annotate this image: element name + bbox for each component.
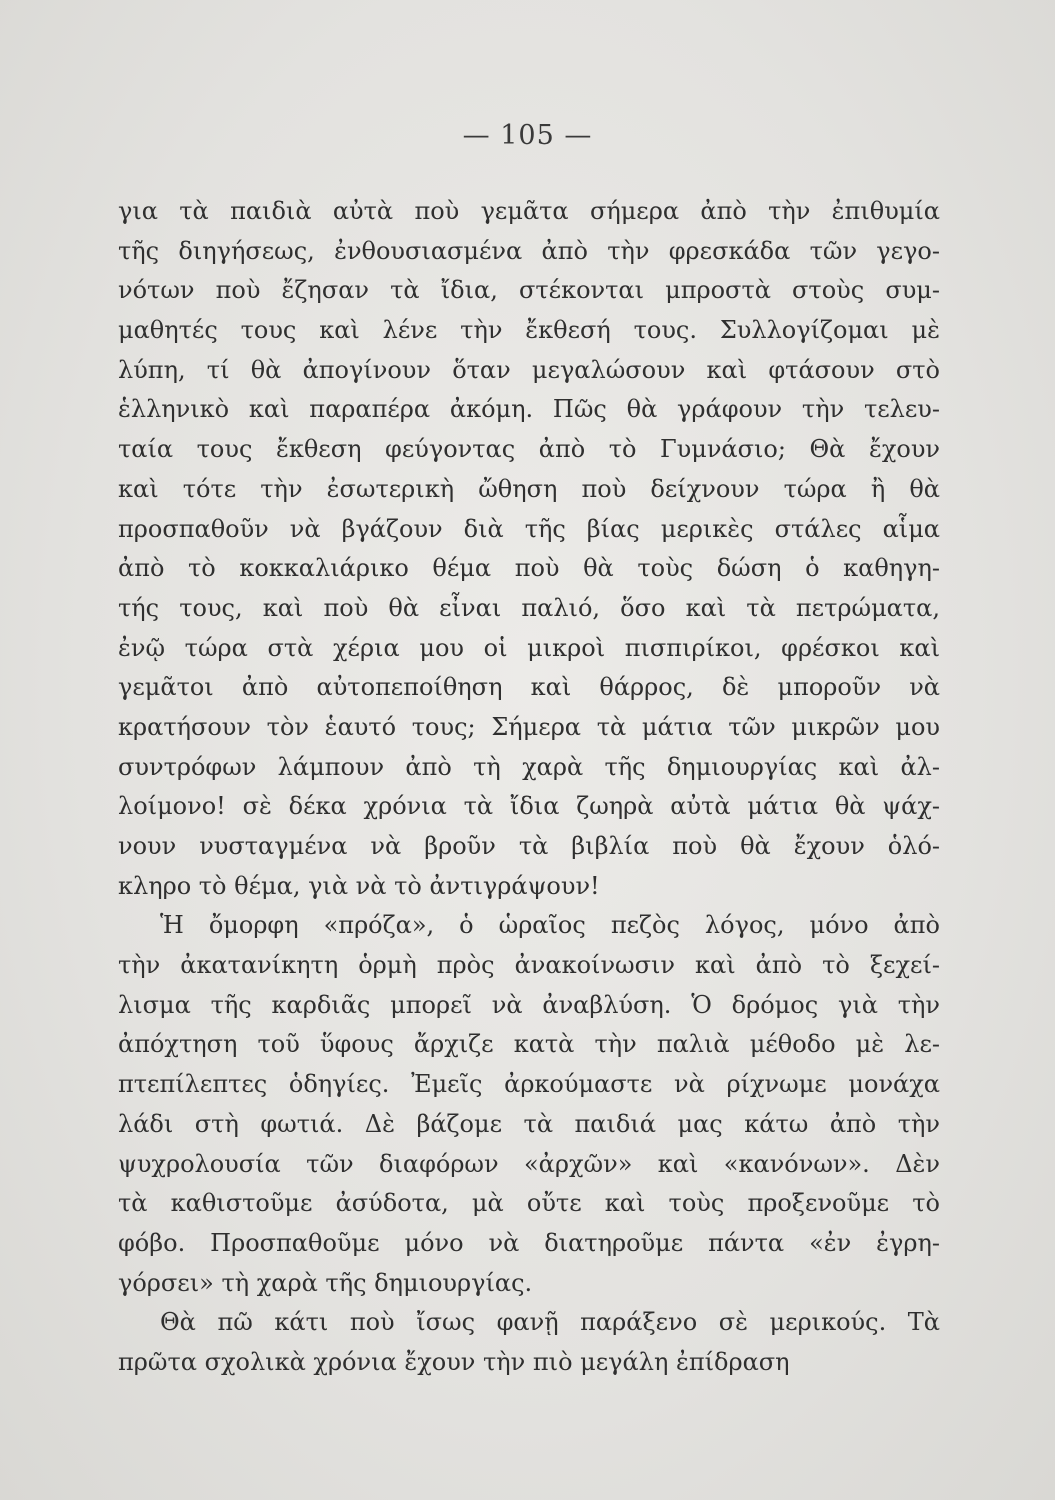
text-line: νουν νυσταγμένα νὰ βροῦν τὰ βιβλία ποὺ θὰ ἔχουν ὁλό- (118, 832, 940, 860)
paragraph (118, 906, 940, 1303)
text-line: ψυχρολουσία τῶν διαφόρων «ἀρχῶν» καὶ «κανόνων». Δὲν (118, 1149, 940, 1178)
text-line: λισμα τῆς καρδιᾶς μπορεῖ νὰ ἀναβλύση. Ὁ δρόμος γιὰ τὴν (118, 990, 940, 1019)
text-line: για τὰ παιδιὰ αὐτὰ ποὺ γεμᾶτα σήμερα ἀπὸ τὴν ἐπιθυμία (118, 197, 940, 225)
text-line: τής τους, καὶ ποὺ θὰ εἶναι παλιό, ὅσο καὶ τὰ πετρώματα, (118, 593, 940, 622)
text-line: συντρόφων λάμπουν ἀπὸ τὴ χαρὰ τῆς δημιουργίας καὶ ἀλ- (118, 752, 940, 781)
text-line: ταία τους ἔκθεση φεύγοντας ἀπὸ τὸ Γυμνάσιο; Θὰ ἔχουν (118, 435, 940, 464)
text-line: τῆς διηγήσεως, ἐνθουσιασμένα ἀπὸ τὴν φρεσκάδα τῶν γεγο- (118, 236, 940, 265)
text-line: πτεπίλεπτες ὁδηγίες. Ἐμεῖς ἀρκούμαστε νὰ ρίχνωμε μονάχα (118, 1070, 940, 1099)
paragraph (118, 192, 940, 906)
body-text (118, 192, 940, 1383)
text-line: κληρο τὸ θέμα, γιὰ νὰ τὸ ἀντιγράψουν! (118, 871, 600, 900)
text-line: ἐνῷ τώρα στὰ χέρια μου οἱ μικροὶ πισπιρίκοι, φρέσκοι καὶ (118, 633, 940, 662)
text-line: πρῶτα σχολικὰ χρόνια ἔχουν τὴν πιὸ μεγάλη ἐπίδραση (118, 1347, 790, 1376)
text-line: λοίμονο! σὲ δέκα χρόνια τὰ ἴδια ζωηρὰ αὐτὰ μάτια θὰ ψάχ- (118, 792, 940, 821)
text-line: τὴν ἀκατανίκητη ὁρμὴ πρὸς ἀνακοίνωσιν καὶ ἀπὸ τὸ ξεχεί- (118, 951, 940, 980)
text-line: τὰ καθιστοῦμε ἀσύδοτα, μὰ οὔτε καὶ τοὺς προξενοῦμε τὸ (118, 1189, 940, 1218)
text-line: λάδι στὴ φωτιά. Δὲ βάζομε τὰ παιδιά μας κάτω ἀπὸ τὴν (118, 1109, 940, 1138)
page-number: — 105 — (462, 120, 593, 151)
text-line: γόρσει» τὴ χαρὰ τῆς δημιουργίας. (118, 1268, 533, 1297)
text-line: ἀπὸ τὸ κοκκαλιάρικο θέμα ποὺ θὰ τοὺς δώση ὁ καθηγη- (118, 554, 940, 583)
text-line: κρατήσουν τὸν ἑαυτό τους; Σήμερα τὰ μάτια τῶν μικρῶν μου (118, 712, 940, 741)
text-line: γεμᾶτοι ἀπὸ αὐτοπεποίθηση καὶ θάρρος, δὲ μποροῦν νὰ (118, 673, 940, 702)
text-line: μαθητές τους καὶ λένε τὴν ἔκθεσή τους. Συλλογίζομαι μὲ (118, 316, 940, 345)
text-line: λύπη, τί θὰ ἀπογίνουν ὅταν μεγαλώσουν καὶ φτάσουν στὸ (118, 355, 940, 384)
text-line: φόβο. Προσπαθοῦμε μόνο νὰ διατηροῦμε πάντα «ἐν ἐγρη- (118, 1228, 940, 1257)
paragraph (118, 1303, 940, 1382)
text-line: Ἡ ὄμορφη «πρόζα», ὁ ὡραῖος πεζὸς λόγος, μόνο ἀπὸ (160, 911, 940, 940)
text-line: νότων ποὺ ἔζησαν τὰ ἴδια, στέκονται μπροστὰ στοὺς συμ- (118, 276, 940, 305)
text-line: καὶ τότε τὴν ἐσωτερικὴ ὤθηση ποὺ δείχνουν τώρα ἢ θὰ (118, 474, 940, 503)
text-line: ἀπόχτηση τοῦ ὕφους ἄρχιζε κατὰ τὴν παλιὰ μέθοδο μὲ λε- (118, 1030, 940, 1059)
text-line: Θὰ πῶ κάτι ποὺ ἴσως φανῇ παράξενο σὲ μερικούς. Τὰ (160, 1308, 940, 1337)
text-line: προσπαθοῦν νὰ βγάζουν διὰ τῆς βίας μερικὲς στάλες αἷμα (118, 514, 940, 543)
text-line: ἑλληνικὸ καὶ παραπέρα ἀκόμη. Πῶς θὰ γράφουν τὴν τελευ- (118, 395, 940, 424)
